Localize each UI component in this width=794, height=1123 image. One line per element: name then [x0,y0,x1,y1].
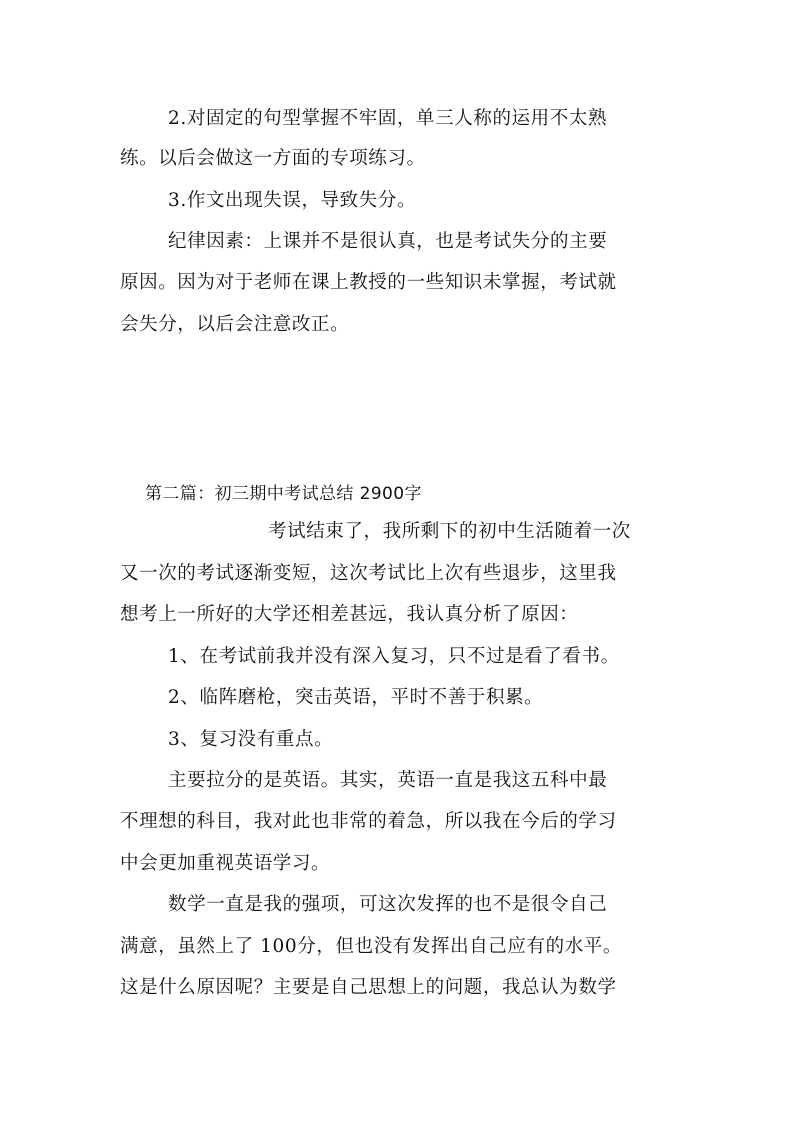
paragraph-line: 中会更加重视英语学习。 [120,853,331,874]
paragraph-line: 不理想的科目，我对此也非常的着急，所以我在今后的学习 [120,811,617,832]
paragraph-line: 原因。因为对于老师在课上教授的一些知识未掌握，考试就 [120,272,617,293]
section-title: 第二篇：初三期中考试总结 2900字 [145,484,422,504]
list-item: 2、临阵磨枪，突击英语，平时不善于积累。 [168,687,544,708]
paragraph-line: 练。以后会做这一方面的专项练习。 [120,148,426,169]
paragraph-line: 2.对固定的句型掌握不牢固，单三人称的运用不太熟 [168,108,608,129]
paragraph-line: 会失分，以后会注意改正。 [120,314,350,335]
list-item: 1、在考试前我并没有深入复习，只不过是看了看书。 [168,646,620,667]
paragraph-line: 满意，虽然上了 100分，但也没有发挥出自己应有的水平。 [120,936,622,957]
paragraph-line: 又一次的考试逐渐变短，这次考试比上次有些退步，这里我 [120,563,617,584]
paragraph-line: 考试结束了，我所剩下的初中生活随着一次 [268,521,631,542]
paragraph-line: 3.作文出现失误，导致失分。 [168,190,417,211]
list-item: 3、复习没有重点。 [168,729,334,750]
paragraph-line: 这是什么原因呢？主要是自己思想上的问题，我总认为数学 [120,977,617,998]
paragraph-line: 数学一直是我的强项，可这次发挥的也不是很令自己 [168,894,608,915]
paragraph-line: 纪律因素：上课并不是很认真，也是考试失分的主要 [168,231,608,252]
paragraph-line: 主要拉分的是英语。其实，英语一直是我这五科中最 [168,770,608,791]
paragraph-line: 想考上一所好的大学还相差甚远，我认真分析了原因： [120,604,579,625]
